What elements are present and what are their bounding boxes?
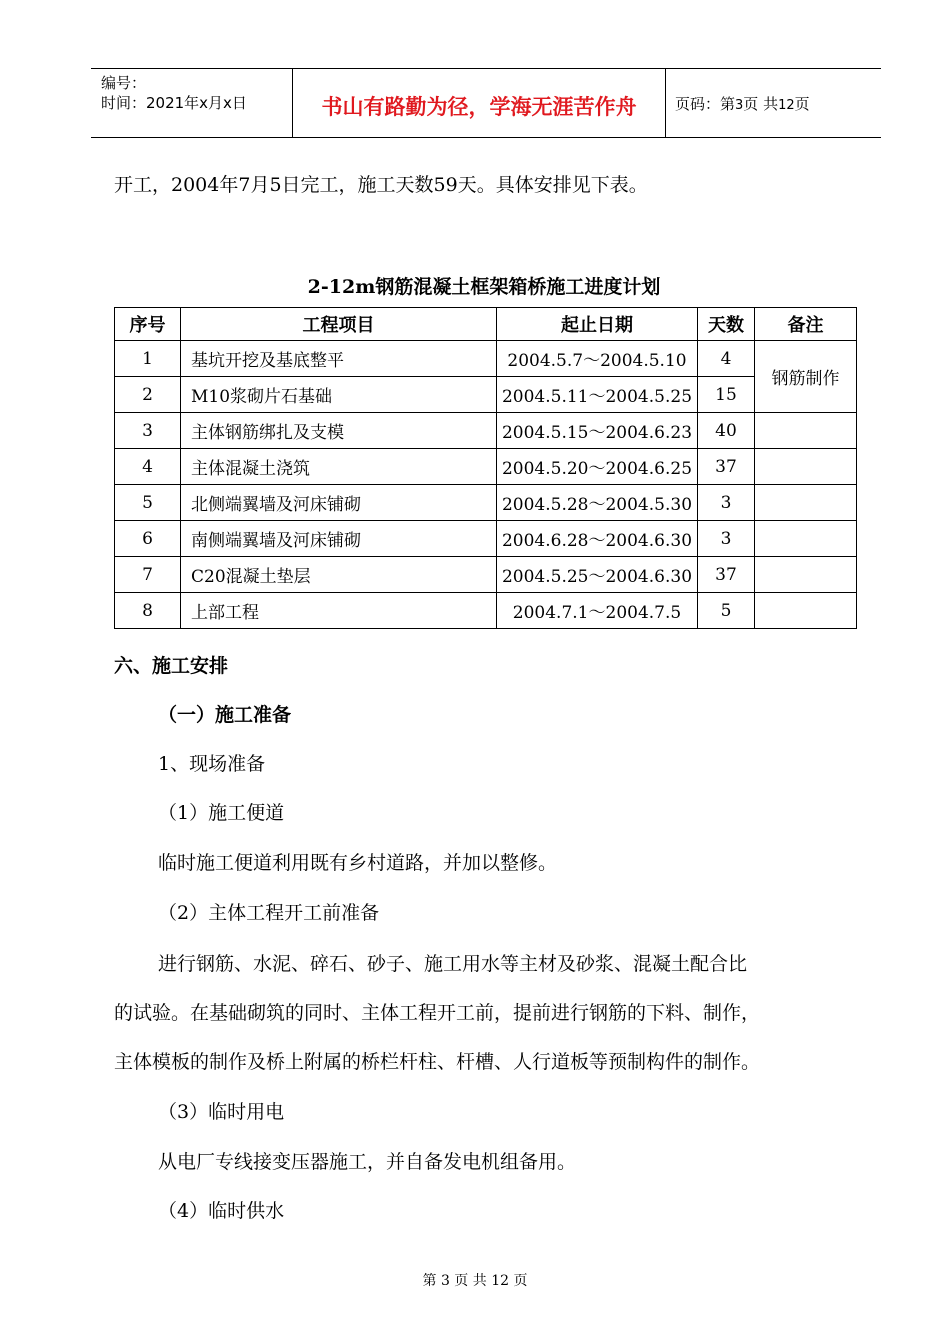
- cell-no: 3: [115, 413, 181, 449]
- col-header: 天数: [698, 308, 755, 341]
- cell-dates: 2004.5.28～2004.5.30: [497, 485, 698, 521]
- page-current: 3: [735, 98, 744, 113]
- cell-item: 上部工程: [181, 593, 497, 629]
- cell-no: 8: [115, 593, 181, 629]
- col-header: 工程项目: [181, 308, 497, 341]
- cell-item: 南侧端翼墙及河床铺砌: [181, 521, 497, 557]
- table-row: [115, 485, 857, 521]
- subsection-heading: （一）施工准备: [158, 704, 292, 726]
- paragraph-text: 的试验。在基础砌筑的同时、主体工程开工前，提前进行钢筋的下料、制作，: [114, 1002, 761, 1024]
- cell-days: 37: [698, 449, 755, 485]
- paragraph-text: 临时施工便道利用既有乡村道路，并加以整修。: [158, 852, 558, 874]
- table-row: [115, 377, 857, 413]
- cell-dates: 2004.5.20～2004.6.25: [497, 449, 698, 485]
- cell-days: 5: [698, 593, 755, 629]
- table-row: [115, 593, 857, 629]
- cell-dates: 2004.7.1～2004.7.5: [497, 593, 698, 629]
- page-footer: 第 3 页 共 12 页: [422, 1273, 528, 1289]
- cell-no: 2: [115, 377, 181, 413]
- table-row: [115, 521, 857, 557]
- schedule-table: [114, 307, 857, 629]
- cell-dates: 2004.5.15～2004.6.23: [497, 413, 698, 449]
- paragraph-text: 从电厂专线接变压器施工，并自备发电机组备用。: [158, 1151, 577, 1173]
- cell-remark: [755, 557, 857, 593]
- cell-no: 6: [115, 521, 181, 557]
- cell-item: M10浆砌片石基础: [181, 377, 497, 413]
- table-header-row: [115, 308, 857, 341]
- cell-dates: 2004.5.7～2004.5.10: [497, 341, 698, 377]
- cell-item: 基坑开挖及基底整平: [181, 341, 497, 377]
- table-row: [115, 341, 857, 377]
- cell-days: 3: [698, 521, 755, 557]
- cell-dates: 2004.6.28～2004.6.30: [497, 521, 698, 557]
- cell-remark: [755, 593, 857, 629]
- time-label: 时间：2021年x月x日: [101, 94, 247, 112]
- cell-item: C20混凝土垫层: [181, 557, 497, 593]
- cell-no: 5: [115, 485, 181, 521]
- table-row: [115, 449, 857, 485]
- page-suffix: 页: [794, 95, 810, 113]
- header-meta: [101, 73, 247, 113]
- cell-no: 7: [115, 557, 181, 593]
- cell-remark: [755, 413, 857, 449]
- paragraph-title: （3）临时用电: [158, 1101, 285, 1123]
- paragraph-text: 进行钢筋、水泥、碎石、砂子、施工用水等主材及砂浆、混凝土配合比: [158, 953, 748, 975]
- paragraph-title: （2）主体工程开工前准备: [158, 902, 380, 924]
- page-header: [91, 68, 881, 138]
- item-heading: 1、现场准备: [158, 753, 266, 775]
- page-mid: 页 共: [743, 95, 779, 113]
- cell-days: 15: [698, 377, 755, 413]
- cell-no: 4: [115, 449, 181, 485]
- cell-remark: [755, 521, 857, 557]
- number-label: 编号：: [101, 74, 147, 92]
- cell-remark: [755, 485, 857, 521]
- header-page-number: [675, 93, 810, 114]
- cell-item: 主体混凝土浇筑: [181, 449, 497, 485]
- page-total: 12: [778, 98, 795, 113]
- cell-days: 4: [698, 341, 755, 377]
- paragraph-title: （4）临时供水: [158, 1200, 285, 1222]
- cell-dates: 2004.5.25～2004.6.30: [497, 557, 698, 593]
- col-header: 序号: [115, 308, 181, 341]
- cell-dates: 2004.5.11～2004.5.25: [497, 377, 698, 413]
- header-motto: 书山有路勤为径，学海无涯苦作舟: [321, 95, 637, 119]
- intro-line: 开工，2004年7月5日完工，施工天数59天。具体安排见下表。: [114, 174, 648, 196]
- cell-item: 北侧端翼墙及河床铺砌: [181, 485, 497, 521]
- cell-item: 主体钢筋绑扎及支模: [181, 413, 497, 449]
- section-heading: 六、施工安排: [114, 655, 229, 677]
- cell-days: 40: [698, 413, 755, 449]
- cell-no: 1: [115, 341, 181, 377]
- paragraph-title: （1）施工便道: [158, 802, 285, 824]
- header-divider: [665, 69, 666, 137]
- table-title: 2-12m钢筋混凝土框架箱桥施工进度计划: [307, 276, 661, 298]
- table-row: [115, 557, 857, 593]
- table-row: [115, 413, 857, 449]
- cell-days: 3: [698, 485, 755, 521]
- col-header: 起止日期: [497, 308, 698, 341]
- cell-days: 37: [698, 557, 755, 593]
- cell-remark: [755, 449, 857, 485]
- cell-remark: 钢筋制作: [755, 341, 857, 413]
- col-header: 备注: [755, 308, 857, 341]
- page-prefix: 页码：第: [675, 95, 736, 113]
- paragraph-text: 主体模板的制作及桥上附属的桥栏杆柱、杆槽、人行道板等预制构件的制作。: [114, 1051, 761, 1073]
